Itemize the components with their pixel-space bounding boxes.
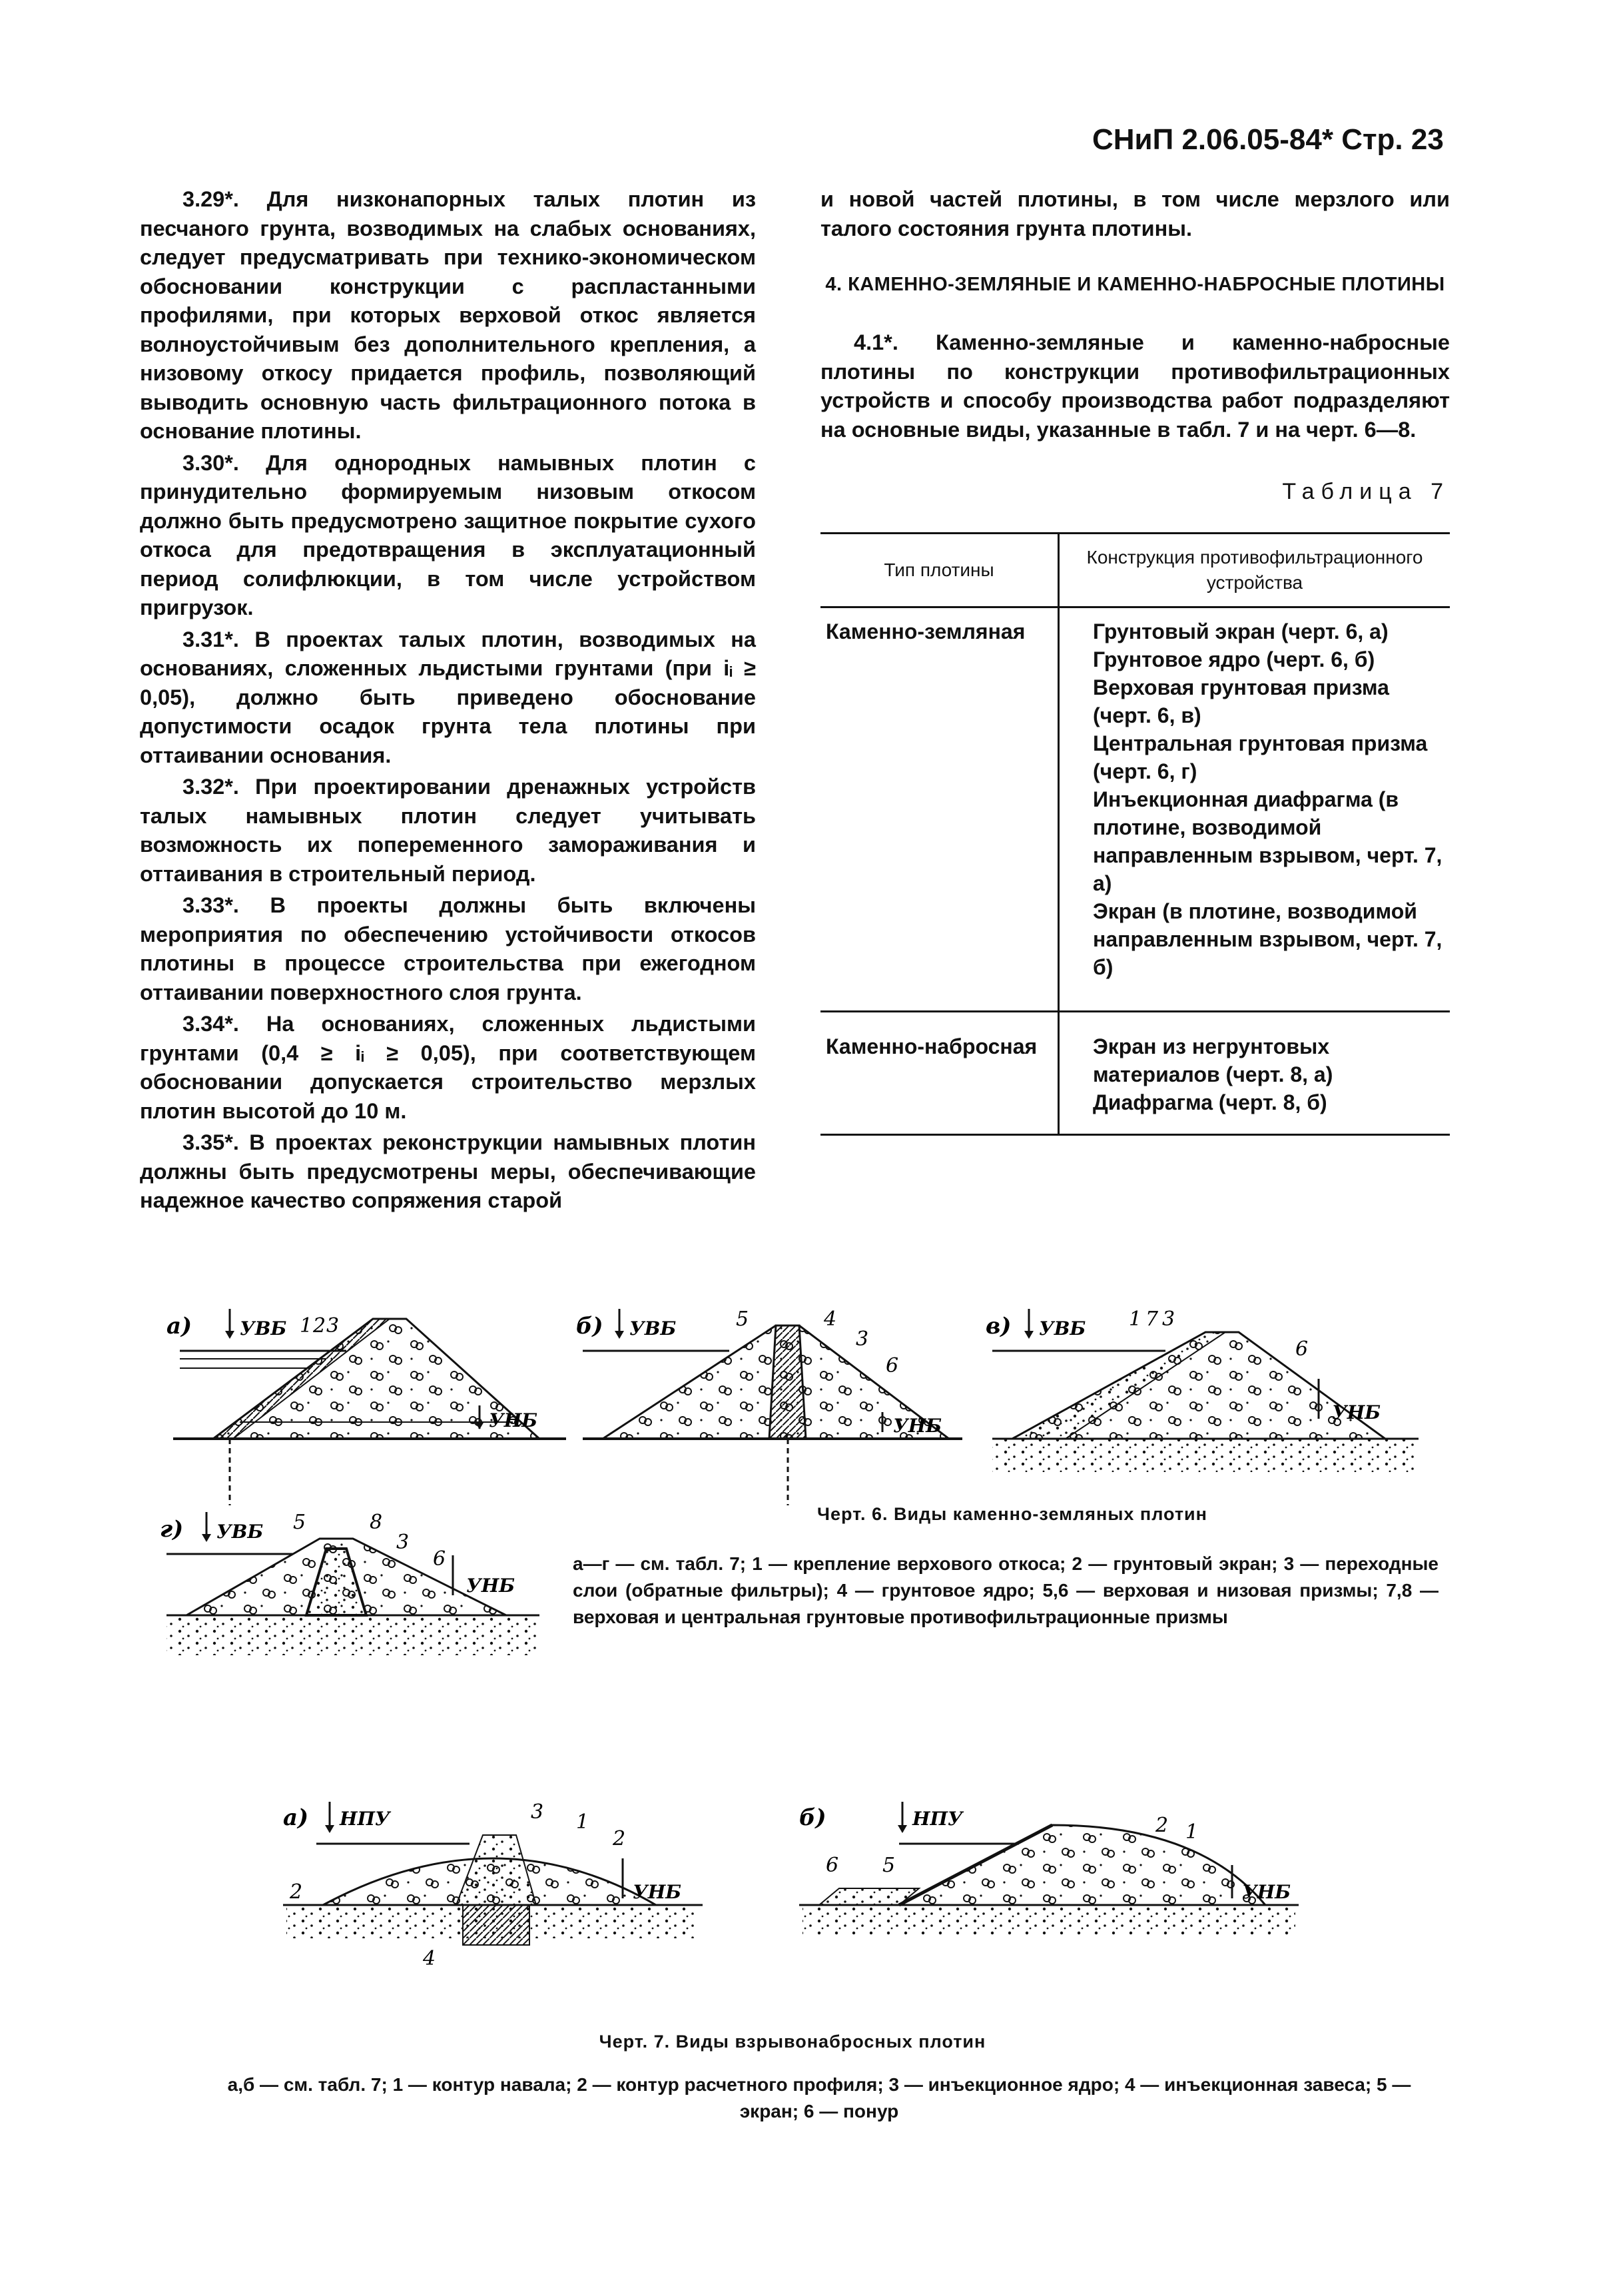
water-label-upstream: НПУ [912,1808,963,1830]
panel-label: б) [799,1804,826,1831]
part-number: 8 [370,1511,383,1534]
figure6-panel-v [986,1306,1425,1479]
figure7-panel-b [799,1798,1305,1958]
figure6-panel-g-drawing [160,1509,559,1669]
part-number: 2 [1155,1814,1169,1837]
part-number: 4 [423,1947,436,1970]
construction-item: Инъекционная диафрагма (в плотине, возводимой направленным взрывом, черт. 7, а) [1093,787,1442,895]
foundation [992,1439,1419,1472]
paragraph-3-35: 3.35*. В проектах реконструкции намывных плотин должны быть предусмотрены меры, обеспечивающие надежное качество сопряжения старой [140,1130,756,1212]
construction-item: Экран из негрунтовых материалов (черт. 8, а) [1093,1034,1333,1086]
table-cell-type: Каменно-набросная [820,1011,1059,1134]
figure7-panel-b-drawing [799,1798,1305,1958]
figure6-panel-g [160,1509,559,1669]
paragraph-3-32: 3.32*. При проектировании дренажных устройств талых намывных плотин следует учитывать возможность их попеременного замораживания и оттаивания в строительный период. [140,775,756,886]
part-number: 5 [736,1308,749,1331]
doc-header-text: СНиП 2.06.05-84* Стр. 23 [1092,123,1444,156]
part-number: 2 [290,1880,303,1904]
construction-item: Диафрагма (черт. 8, б) [1093,1090,1327,1114]
figure6-panel-v-drawing [986,1306,1425,1479]
figure6-panel-a [166,1306,579,1512]
blast-fill-contour [899,1825,1265,1905]
water-label-upstream: НПУ [340,1808,390,1830]
paragraph-3-30: 3.30*. Для однородных намывных плотин с принудительно формируемым низовым откосом должно быть предусмотрено защитное покрытие сухого откоса для предотвращения в эксплуатационный период солифлюкции, в том числе устройством пригрузок. [140,450,756,619]
part-number: 2 [613,1827,626,1850]
figure7-panel-a-drawing [283,1798,709,1972]
part-number: 4 [824,1308,837,1331]
paragraph-3-33: 3.33*. В проекты должны быть включены мероприятия по обеспечению устойчивости откосов плотины в процессе строительства при ежегодном оттаивании поверхностного слоя грунта. [140,893,756,1004]
part-number: 3 [396,1531,410,1554]
paragraph-3-34: 3.34*. На основаниях, сложенных льдистыми грунтами (0,4 ≥ iᵢ ≥ 0,05), при соответствующем обосновании допускается строительство мерзлых плотин высотой до 10 м. [140,1012,756,1123]
table-cell-type: Каменно-земляная [820,607,1059,1011]
construction-item: Экран (в плотине, возводимой направленным взрывом, черт. 7, б) [1093,899,1442,979]
paragraph-3-29: 3.29*. Для низконапорных талых плотин из песчаного грунта, возводимых на слабых основаниях, следует предусматривать при технико-экономическом обосновании конструкции с распластанными профилями, при которых верховой откос является волноустойчивым без дополнительного крепления, а низовому откосу придается профиль, позволяющий выводить основную часть фильтрационного потока в основание плотины. [140,187,756,443]
table-caption: Таблица 7 [1282,479,1450,504]
water-label-upstream: УВБ [629,1318,677,1339]
water-label-downstream: УНБ [1332,1401,1381,1423]
paragraph-3-31: 3.31*. В проектах талых плотин, возводимых на основаниях, сложенных льдистыми грунтами (при iᵢ ≥ 0,05), должно быть приведено обоснование допустимости осадок грунта тела плотины при оттаивании основания. [140,627,756,767]
part-number: 6 [433,1547,446,1571]
water-label-downstream: УНБ [893,1415,942,1437]
page-header [1092,123,1444,157]
panel-label: г) [160,1516,184,1543]
construction-item: Верховая грунтовая призма (черт. 6, в) [1093,675,1389,727]
part-number: 6 [886,1354,899,1377]
table-cell-construction [1059,607,1450,1011]
part-number: 3 [856,1328,869,1351]
figure6-caption: Черт. 6. Виды каменно-земляных плотин [817,1504,1207,1524]
part-number: 6 [826,1854,839,1877]
part-number: 1 [300,1314,313,1338]
foundation [166,1615,539,1655]
water-label-downstream: УНБ [489,1409,538,1431]
figure6-panel-b-drawing [576,1306,976,1525]
part-number: 1 [1185,1820,1199,1844]
table-row [820,1011,1450,1134]
part-number: 6 [1295,1338,1309,1361]
panel-label: а) [166,1313,192,1339]
left-column [140,185,756,1218]
part-number: 5 [293,1511,306,1534]
panel-label: б) [576,1313,603,1339]
part-number: 2 [313,1314,326,1338]
water-label-downstream: УНБ [633,1881,682,1903]
soil-core [769,1326,806,1439]
table-7 [820,532,1450,1136]
water-label-upstream: УВБ [216,1521,264,1543]
injection-curtain [463,1905,529,1945]
continuation-text: и новой частей плотины, в том числе мерзлого или талого состояния грунта плотины. [820,187,1450,240]
figure6-legend: а—г — см. табл. 7; 1 — крепление верхового откоса; 2 — грунтовый экран; 3 — переходные слои (обратные фильтры); 4 — грунтовое ядро; 5,6 — верховая и низовая призмы; 7,8 — верховая и центральная грунтовые противофильтрационные призмы [573,1553,1439,1627]
part-number: 3 [1162,1308,1175,1331]
panel-label: в) [986,1313,1012,1339]
water-level-arrowhead [225,1331,234,1339]
part-number: 7 [1145,1308,1159,1331]
water-label-downstream: УНБ [466,1575,515,1597]
table-header-construction: Конструкция противофильтрационного устройства [1059,533,1450,607]
water-label-downstream: УНБ [1242,1881,1291,1903]
paragraph-4-1: 4.1*. Каменно-земляные и каменно-набросные плотины по конструкции противофильтрационных устройств и способу производства работ подразделяют на основные виды, указанные в табл. 7 и на черт. 6—8. [820,330,1450,442]
part-number: 3 [326,1314,340,1338]
table-cell-construction [1059,1011,1450,1134]
construction-item: Грунтовое ядро (черт. 6, б) [1093,647,1375,671]
water-label-upstream: УВБ [240,1318,287,1339]
part-number: 3 [531,1800,544,1824]
water-label-upstream: УВБ [1039,1318,1086,1339]
figure7-caption: Черт. 7. Виды взрывонабросных плотин [599,2032,986,2052]
figure6-panel-a-drawing [166,1306,579,1512]
section-title: 4. КАМЕННО-ЗЕМЛЯНЫЕ И КАМЕННО-НАБРОСНЫЕ ПЛОТИНЫ [825,274,1445,295]
table-header-type: Тип плотины [820,533,1059,607]
part-number: 1 [1129,1308,1142,1331]
right-column [820,185,1450,1136]
figure6-panel-b [576,1306,976,1525]
part-number: 1 [576,1810,589,1834]
table-row [820,607,1450,1011]
figure7-legend: а,б — см. табл. 7; 1 — контур навала; 2 — контур расчетного профиля; 3 — инъекционное ядро; 4 — инъекционная завеса; 5 — экран; 6 — понур [227,2074,1411,2121]
panel-label: а) [283,1804,309,1831]
part-number: 5 [882,1854,896,1877]
construction-item: Центральная грунтовая призма (черт. 6, г) [1093,731,1428,783]
figure7-panel-a [283,1798,709,1972]
construction-item: Грунтовый экран (черт. 6, а) [1093,619,1389,643]
